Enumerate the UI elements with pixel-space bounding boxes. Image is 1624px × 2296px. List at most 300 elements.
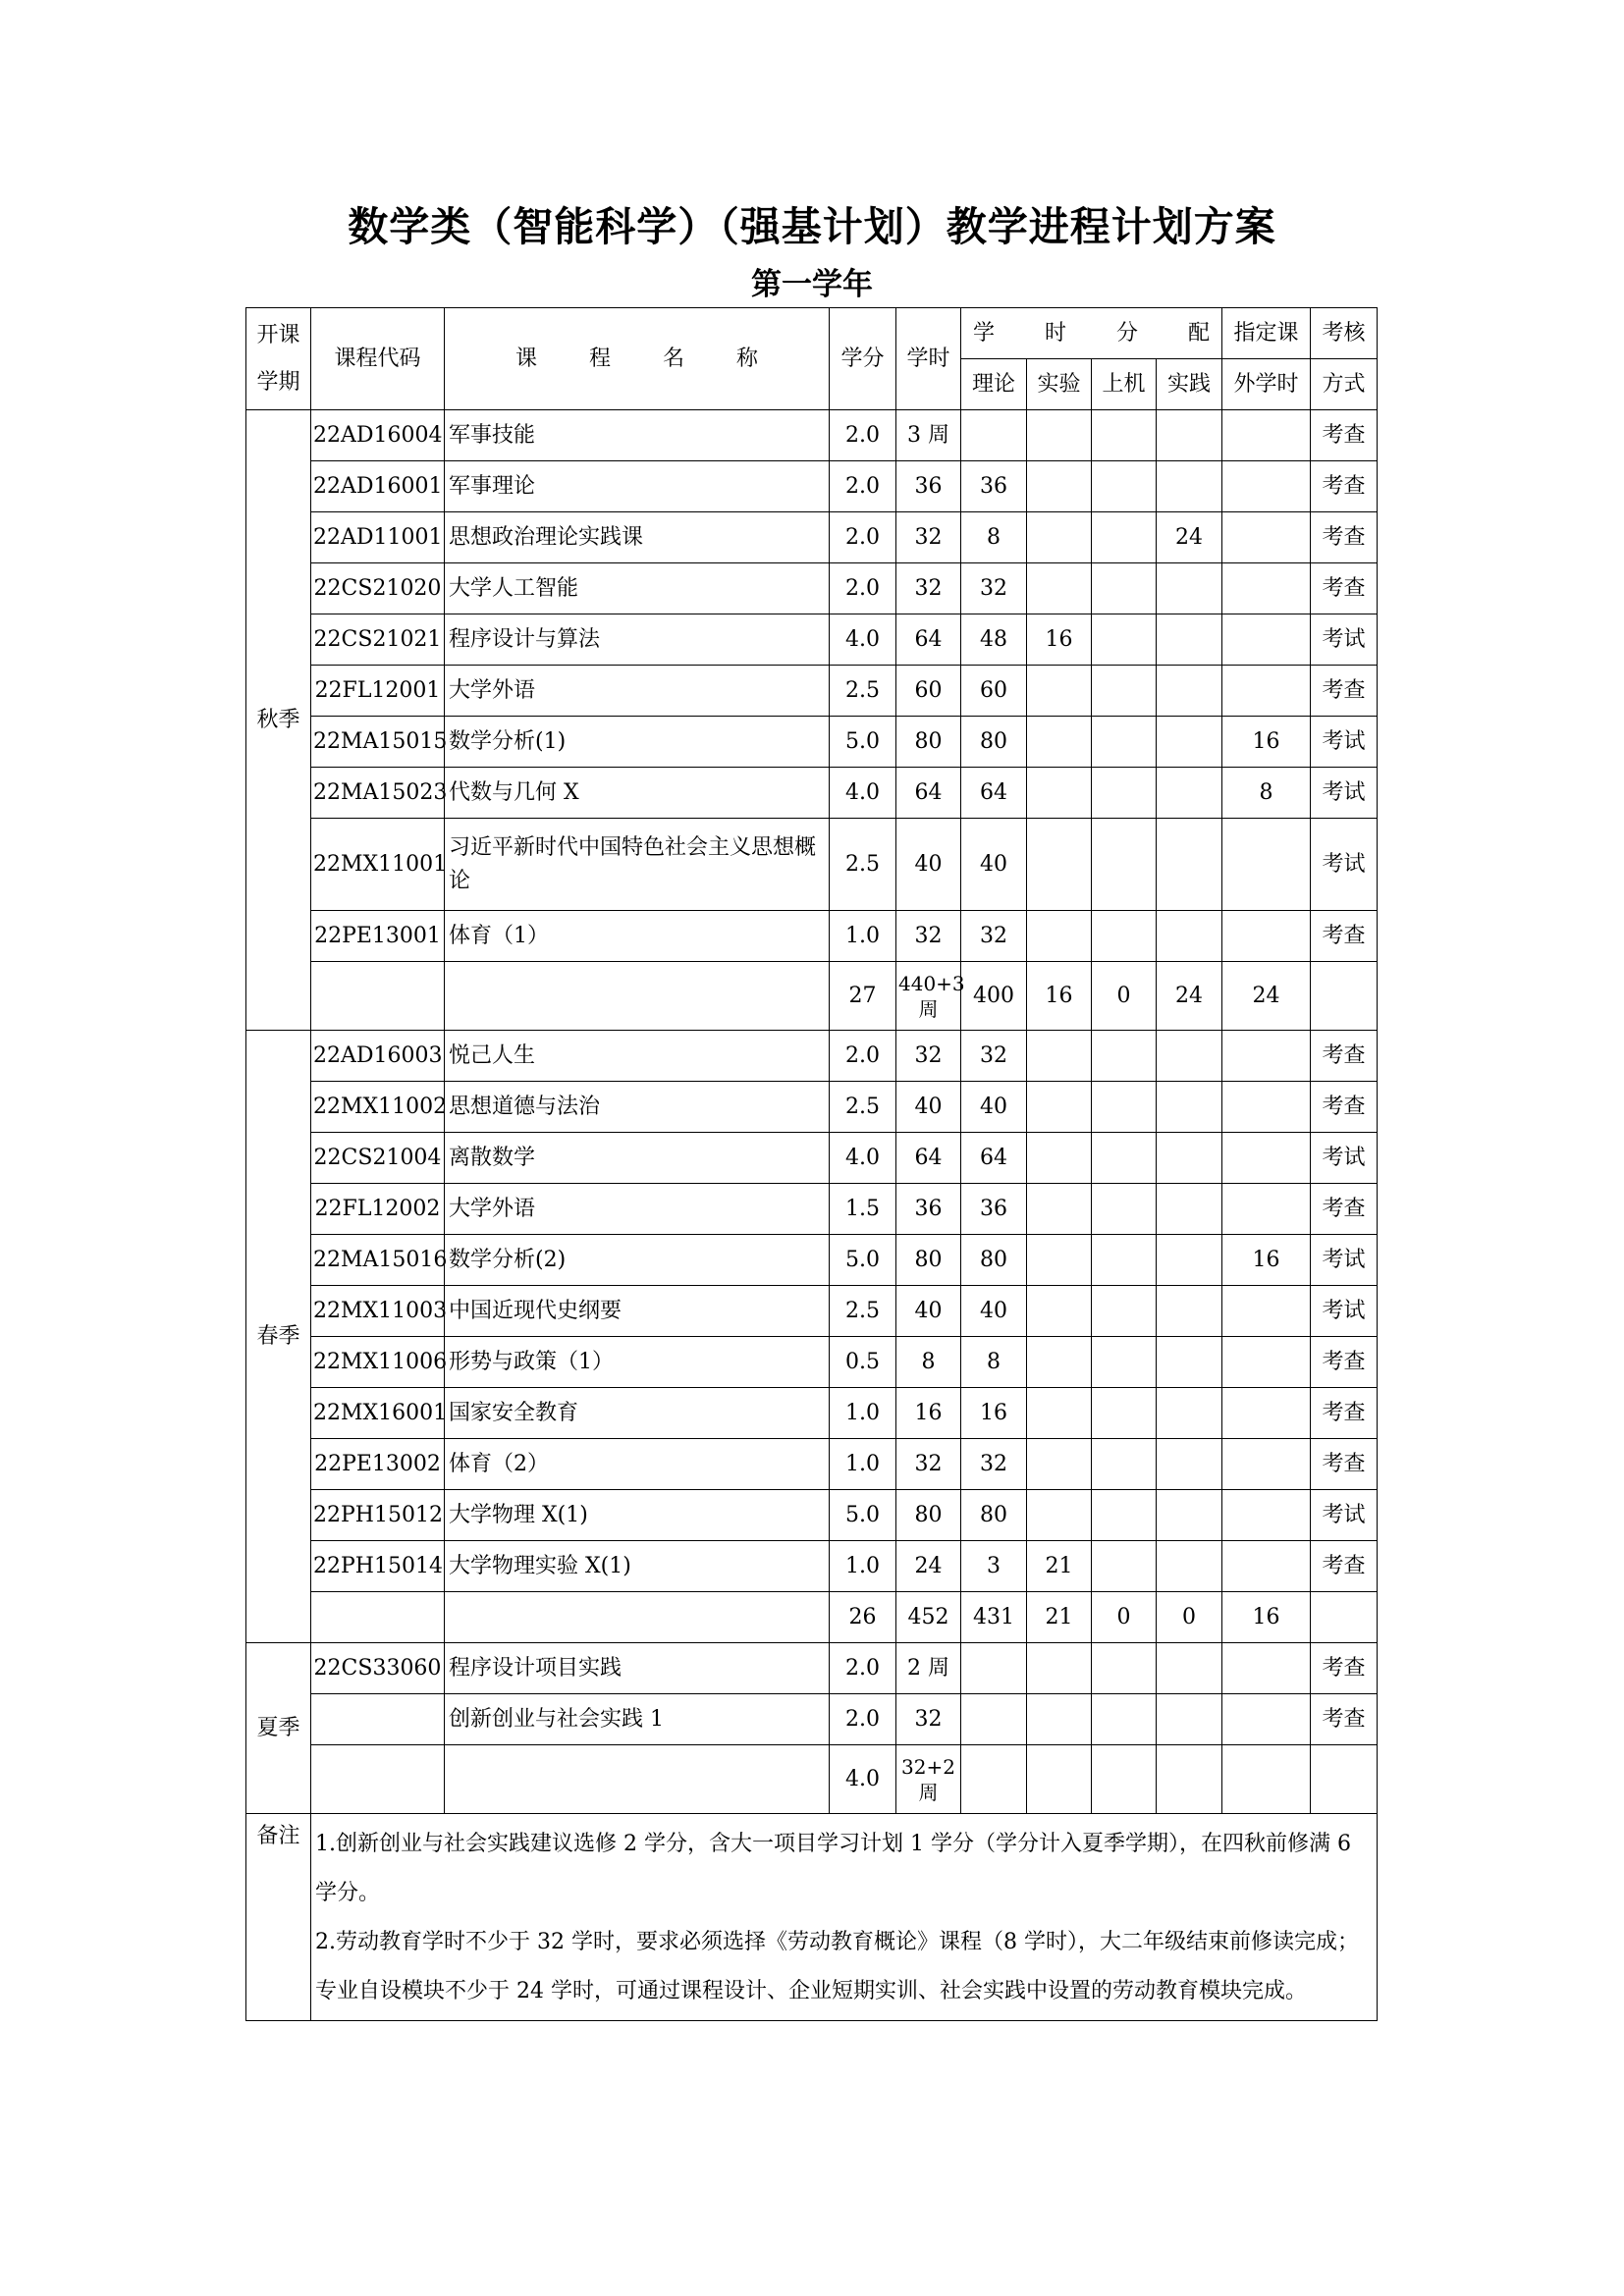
subtotal-name <box>445 962 830 1031</box>
course-computer <box>1092 614 1157 666</box>
course-computer <box>1092 1643 1157 1694</box>
course-plan-table <box>245 307 1378 2021</box>
course-code: 22FL12002 <box>311 1184 445 1235</box>
subtotal-theory: 431 <box>961 1592 1027 1643</box>
course-lab <box>1027 717 1092 768</box>
course-computer <box>1092 410 1157 461</box>
course-row <box>246 1337 1378 1388</box>
course-credit: 2.0 <box>830 1694 896 1745</box>
course-assess: 考查 <box>1311 1694 1378 1745</box>
course-name: 形势与政策（1） <box>445 1337 830 1388</box>
course-practice <box>1157 1235 1222 1286</box>
course-assess: 考试 <box>1311 717 1378 768</box>
course-code: 22MA15015 <box>311 717 445 768</box>
subtotal-extra: 24 <box>1222 962 1311 1031</box>
course-extra <box>1222 1439 1311 1490</box>
header-computer: 上机 <box>1092 359 1157 410</box>
subtotal-practice: 24 <box>1157 962 1222 1031</box>
course-hours: 80 <box>896 1490 961 1541</box>
course-row <box>246 1031 1378 1082</box>
subtotal-extra <box>1222 1745 1311 1814</box>
semester-label: 春季 <box>246 1031 311 1643</box>
course-row <box>246 1235 1378 1286</box>
course-theory <box>961 410 1027 461</box>
course-lab <box>1027 819 1092 911</box>
course-lab <box>1027 1235 1092 1286</box>
header-extra-line1: 指定课 <box>1222 308 1311 359</box>
course-practice <box>1157 819 1222 911</box>
subtotal-credit: 4.0 <box>830 1745 896 1814</box>
course-theory: 8 <box>961 512 1027 563</box>
subtotal-lab: 21 <box>1027 1592 1092 1643</box>
header-row <box>246 308 1378 359</box>
course-row <box>246 819 1378 911</box>
header-name-char: 程 <box>588 346 611 371</box>
course-name: 思想道德与法治 <box>445 1082 830 1133</box>
course-computer <box>1092 461 1157 512</box>
remark-item-1: 1.创新创业与社会实践建议选修 2 学分，含大一项目学习计划 1 学分（学分计入夏季学期），在四秋前修满 6 学分。 <box>315 1832 1351 1905</box>
header-name-char: 课 <box>515 346 538 371</box>
course-code: 22PH15014 <box>311 1541 445 1592</box>
course-lab <box>1027 1286 1092 1337</box>
course-credit: 4.0 <box>830 1133 896 1184</box>
course-assess: 考查 <box>1311 1082 1378 1133</box>
course-lab <box>1027 1388 1092 1439</box>
course-name: 体育（1） <box>445 911 830 962</box>
course-name: 代数与几何 X <box>445 768 830 819</box>
course-name: 国家安全教育 <box>445 1388 830 1439</box>
course-hours: 24 <box>896 1541 961 1592</box>
header-name-char: 名 <box>662 346 684 371</box>
course-name: 离散数学 <box>445 1133 830 1184</box>
course-lab <box>1027 1337 1092 1388</box>
course-computer <box>1092 1235 1157 1286</box>
course-hours: 40 <box>896 1082 961 1133</box>
course-credit: 1.0 <box>830 911 896 962</box>
course-name: 大学物理实验 X(1) <box>445 1541 830 1592</box>
course-lab: 16 <box>1027 614 1092 666</box>
subtotal-hours: 32+2周 <box>896 1745 961 1814</box>
course-code: 22CS33060 <box>311 1643 445 1694</box>
course-assess: 考查 <box>1311 911 1378 962</box>
course-assess: 考查 <box>1311 1337 1378 1388</box>
course-code: 22PE13001 <box>311 911 445 962</box>
course-practice <box>1157 1388 1222 1439</box>
course-name: 悦己人生 <box>445 1031 830 1082</box>
course-hours: 32 <box>896 1694 961 1745</box>
course-practice <box>1157 1184 1222 1235</box>
course-assess: 考查 <box>1311 512 1378 563</box>
course-practice <box>1157 1490 1222 1541</box>
course-credit: 2.0 <box>830 1643 896 1694</box>
course-hours: 40 <box>896 1286 961 1337</box>
course-name: 数学分析(1) <box>445 717 830 768</box>
course-credit: 5.0 <box>830 1235 896 1286</box>
course-theory: 32 <box>961 563 1027 614</box>
course-hours: 32 <box>896 1439 961 1490</box>
header-name <box>445 308 830 410</box>
course-extra <box>1222 1490 1311 1541</box>
subtotal-theory <box>961 1745 1027 1814</box>
course-code: 22CS21021 <box>311 614 445 666</box>
header-lab: 实验 <box>1027 359 1092 410</box>
course-theory <box>961 1643 1027 1694</box>
course-computer <box>1092 768 1157 819</box>
header-assess-line2: 方式 <box>1311 359 1378 410</box>
header-semester <box>246 308 311 410</box>
remark-item-2: 2.劳动教育学时不少于 32 学时，要求必须选择《劳动教育概论》课程（8 学时），大二年级结束前修读完成；专业自设模块不少于 24 学时，可通过课程设计、企业短期实训、社会实践中设置的劳动教育模块完成。 <box>315 1930 1359 2003</box>
subtotal-name <box>445 1592 830 1643</box>
course-computer <box>1092 819 1157 911</box>
course-theory: 16 <box>961 1388 1027 1439</box>
course-computer <box>1092 1133 1157 1184</box>
course-computer <box>1092 1286 1157 1337</box>
header-assess-line1: 考核 <box>1311 308 1378 359</box>
course-hours: 8 <box>896 1337 961 1388</box>
year-title: 第一学年 <box>751 267 873 302</box>
course-theory: 80 <box>961 1235 1027 1286</box>
course-practice <box>1157 1439 1222 1490</box>
subtotal-code <box>311 1745 445 1814</box>
course-code: 22MA15016 <box>311 1235 445 1286</box>
course-row <box>246 768 1378 819</box>
course-extra <box>1222 410 1311 461</box>
course-code <box>311 1694 445 1745</box>
course-lab <box>1027 410 1092 461</box>
course-assess: 考查 <box>1311 1643 1378 1694</box>
course-hours: 40 <box>896 819 961 911</box>
course-practice <box>1157 1694 1222 1745</box>
course-name: 体育（2） <box>445 1439 830 1490</box>
course-assess: 考试 <box>1311 1490 1378 1541</box>
course-code: 22CS21004 <box>311 1133 445 1184</box>
header-theory: 理论 <box>961 359 1027 410</box>
course-practice <box>1157 1337 1222 1388</box>
course-row <box>246 512 1378 563</box>
course-practice <box>1157 1541 1222 1592</box>
subtotal-hours: 440+3周 <box>896 962 961 1031</box>
course-hours: 80 <box>896 717 961 768</box>
course-row <box>246 1388 1378 1439</box>
course-row <box>246 410 1378 461</box>
course-theory: 64 <box>961 1133 1027 1184</box>
course-lab: 21 <box>1027 1541 1092 1592</box>
course-row <box>246 1082 1378 1133</box>
course-credit: 2.5 <box>830 1082 896 1133</box>
course-row <box>246 461 1378 512</box>
course-credit: 0.5 <box>830 1337 896 1388</box>
course-assess: 考查 <box>1311 410 1378 461</box>
course-assess: 考查 <box>1311 1184 1378 1235</box>
course-extra <box>1222 1388 1311 1439</box>
course-credit: 5.0 <box>830 1490 896 1541</box>
course-code: 22MX11006 <box>311 1337 445 1388</box>
course-credit: 1.5 <box>830 1184 896 1235</box>
page-title: 数学类（智能科学）（强基计划）教学进程计划方案 <box>348 203 1276 250</box>
subtotal-code <box>311 1592 445 1643</box>
subtotal-lab: 16 <box>1027 962 1092 1031</box>
course-extra <box>1222 666 1311 717</box>
course-extra <box>1222 461 1311 512</box>
subtotal-computer <box>1092 1745 1157 1814</box>
subtotal-extra: 16 <box>1222 1592 1311 1643</box>
course-name: 大学人工智能 <box>445 563 830 614</box>
course-lab <box>1027 911 1092 962</box>
semester-label: 秋季 <box>246 410 311 1031</box>
course-extra <box>1222 614 1311 666</box>
course-hours: 2 周 <box>896 1643 961 1694</box>
remarks-content <box>311 1814 1378 2021</box>
course-hours: 36 <box>896 461 961 512</box>
course-lab <box>1027 1439 1092 1490</box>
course-extra <box>1222 1133 1311 1184</box>
course-extra <box>1222 512 1311 563</box>
course-practice <box>1157 614 1222 666</box>
course-credit: 1.0 <box>830 1541 896 1592</box>
course-theory <box>961 1694 1027 1745</box>
course-name: 大学外语 <box>445 1184 830 1235</box>
course-name: 大学外语 <box>445 666 830 717</box>
course-hours: 32 <box>896 512 961 563</box>
course-code: 22CS21020 <box>311 563 445 614</box>
course-theory: 3 <box>961 1541 1027 1592</box>
course-lab <box>1027 666 1092 717</box>
course-lab <box>1027 1490 1092 1541</box>
course-row <box>246 1694 1378 1745</box>
course-practice: 24 <box>1157 512 1222 563</box>
course-code: 22MX11001 <box>311 819 445 911</box>
course-code: 22AD16001 <box>311 461 445 512</box>
course-theory: 40 <box>961 1082 1027 1133</box>
course-credit: 2.5 <box>830 666 896 717</box>
course-computer <box>1092 666 1157 717</box>
course-theory: 36 <box>961 461 1027 512</box>
plan-body <box>246 410 1378 1814</box>
course-assess: 考查 <box>1311 1388 1378 1439</box>
course-credit: 4.0 <box>830 768 896 819</box>
course-credit: 2.0 <box>830 1031 896 1082</box>
subtotal-credit: 26 <box>830 1592 896 1643</box>
course-name: 数学分析(2) <box>445 1235 830 1286</box>
course-extra <box>1222 1694 1311 1745</box>
course-hours: 32 <box>896 563 961 614</box>
course-computer <box>1092 563 1157 614</box>
header-semester-line2: 学期 <box>256 369 300 395</box>
subtotal-practice: 0 <box>1157 1592 1222 1643</box>
course-row <box>246 563 1378 614</box>
course-computer <box>1092 1184 1157 1235</box>
course-computer <box>1092 512 1157 563</box>
course-credit: 5.0 <box>830 717 896 768</box>
course-lab <box>1027 1031 1092 1082</box>
course-code: 22MA15023 <box>311 768 445 819</box>
subtotal-computer: 0 <box>1092 962 1157 1031</box>
course-code: 22MX16001 <box>311 1388 445 1439</box>
course-practice <box>1157 666 1222 717</box>
course-lab <box>1027 1082 1092 1133</box>
course-extra <box>1222 1643 1311 1694</box>
course-name: 程序设计项目实践 <box>445 1643 830 1694</box>
course-hours: 16 <box>896 1388 961 1439</box>
course-lab <box>1027 1184 1092 1235</box>
course-credit: 2.5 <box>830 1286 896 1337</box>
subtotal-row <box>246 1592 1378 1643</box>
subtotal-hours: 452 <box>896 1592 961 1643</box>
header-credit: 学分 <box>830 308 896 410</box>
course-lab <box>1027 1133 1092 1184</box>
course-theory: 60 <box>961 666 1027 717</box>
course-theory: 36 <box>961 1184 1027 1235</box>
header-practice: 实践 <box>1157 359 1222 410</box>
course-hours: 60 <box>896 666 961 717</box>
course-practice <box>1157 1643 1222 1694</box>
course-hours: 3 周 <box>896 410 961 461</box>
course-row <box>246 911 1378 962</box>
course-hours: 64 <box>896 1133 961 1184</box>
subtotal-assess <box>1311 1592 1378 1643</box>
header-distribution-char: 学 <box>973 320 996 346</box>
course-code: 22MX11003 <box>311 1286 445 1337</box>
course-assess: 考试 <box>1311 614 1378 666</box>
course-extra <box>1222 1337 1311 1388</box>
course-computer <box>1092 1388 1157 1439</box>
course-lab <box>1027 768 1092 819</box>
subtotal-code <box>311 962 445 1031</box>
subtotal-row <box>246 1745 1378 1814</box>
course-extra <box>1222 1286 1311 1337</box>
course-assess: 考试 <box>1311 768 1378 819</box>
course-practice <box>1157 1031 1222 1082</box>
course-hours: 64 <box>896 614 961 666</box>
course-credit: 1.0 <box>830 1439 896 1490</box>
course-row <box>246 1490 1378 1541</box>
course-theory: 48 <box>961 614 1027 666</box>
subtotal-credit: 27 <box>830 962 896 1031</box>
course-extra <box>1222 1541 1311 1592</box>
course-assess: 考查 <box>1311 461 1378 512</box>
course-assess: 考查 <box>1311 1439 1378 1490</box>
course-assess: 考试 <box>1311 1235 1378 1286</box>
course-practice <box>1157 563 1222 614</box>
header-code: 课程代码 <box>311 308 445 410</box>
course-assess: 考试 <box>1311 1286 1378 1337</box>
header-distribution-char: 分 <box>1115 320 1138 346</box>
course-assess: 考查 <box>1311 563 1378 614</box>
course-code: 22FL12001 <box>311 666 445 717</box>
course-practice <box>1157 1286 1222 1337</box>
course-practice <box>1157 768 1222 819</box>
header-distribution-char: 配 <box>1187 320 1210 346</box>
course-computer <box>1092 1694 1157 1745</box>
header-distribution-char: 时 <box>1044 320 1066 346</box>
course-assess: 考试 <box>1311 819 1378 911</box>
course-extra <box>1222 911 1311 962</box>
course-name: 创新创业与社会实践 1 <box>445 1694 830 1745</box>
course-credit: 1.0 <box>830 1388 896 1439</box>
course-lab <box>1027 512 1092 563</box>
course-name: 大学物理 X(1) <box>445 1490 830 1541</box>
header-name-char: 称 <box>735 346 758 371</box>
course-theory: 8 <box>961 1337 1027 1388</box>
course-code: 22AD11001 <box>311 512 445 563</box>
course-assess: 考查 <box>1311 666 1378 717</box>
course-extra <box>1222 819 1311 911</box>
course-lab <box>1027 1694 1092 1745</box>
course-extra: 8 <box>1222 768 1311 819</box>
subtotal-theory: 400 <box>961 962 1027 1031</box>
course-name: 军事理论 <box>445 461 830 512</box>
course-code: 22MX11002 <box>311 1082 445 1133</box>
course-credit: 2.0 <box>830 461 896 512</box>
course-code: 22AD16004 <box>311 410 445 461</box>
course-lab <box>1027 563 1092 614</box>
header-distribution <box>961 308 1222 359</box>
subtotal-assess <box>1311 1745 1378 1814</box>
course-theory: 80 <box>961 717 1027 768</box>
course-code: 22PE13002 <box>311 1439 445 1490</box>
course-name: 思想政治理论实践课 <box>445 512 830 563</box>
course-name: 军事技能 <box>445 410 830 461</box>
course-name: 习近平新时代中国特色社会主义思想概论 <box>445 819 830 911</box>
course-row <box>246 1541 1378 1592</box>
course-computer <box>1092 1439 1157 1490</box>
course-theory: 40 <box>961 819 1027 911</box>
course-theory: 40 <box>961 1286 1027 1337</box>
course-extra <box>1222 563 1311 614</box>
course-lab <box>1027 1643 1092 1694</box>
course-practice <box>1157 717 1222 768</box>
course-hours: 80 <box>896 1235 961 1286</box>
course-hours: 32 <box>896 1031 961 1082</box>
header-hours: 学时 <box>896 308 961 410</box>
course-name: 程序设计与算法 <box>445 614 830 666</box>
course-row <box>246 1643 1378 1694</box>
semester-label: 夏季 <box>246 1643 311 1814</box>
course-practice <box>1157 911 1222 962</box>
remarks-label: 备注 <box>246 1814 311 2021</box>
course-extra <box>1222 1031 1311 1082</box>
course-computer <box>1092 911 1157 962</box>
remarks-row <box>246 1814 1378 2021</box>
course-computer <box>1092 1082 1157 1133</box>
course-assess: 考试 <box>1311 1133 1378 1184</box>
course-computer <box>1092 717 1157 768</box>
course-theory: 64 <box>961 768 1027 819</box>
course-extra <box>1222 1082 1311 1133</box>
course-credit: 2.0 <box>830 563 896 614</box>
course-theory: 32 <box>961 1031 1027 1082</box>
course-computer <box>1092 1490 1157 1541</box>
course-practice <box>1157 1133 1222 1184</box>
course-extra: 16 <box>1222 1235 1311 1286</box>
course-practice <box>1157 461 1222 512</box>
header-semester-line1: 开课 <box>256 322 300 347</box>
course-credit: 4.0 <box>830 614 896 666</box>
subtotal-assess <box>1311 962 1378 1031</box>
course-credit: 2.0 <box>830 410 896 461</box>
course-theory: 32 <box>961 911 1027 962</box>
course-row <box>246 1133 1378 1184</box>
course-row <box>246 614 1378 666</box>
course-code: 22PH15012 <box>311 1490 445 1541</box>
course-practice <box>1157 410 1222 461</box>
course-computer <box>1092 1541 1157 1592</box>
course-hours: 36 <box>896 1184 961 1235</box>
course-hours: 32 <box>896 911 961 962</box>
course-extra: 16 <box>1222 717 1311 768</box>
course-assess: 考查 <box>1311 1031 1378 1082</box>
subtotal-row <box>246 962 1378 1031</box>
